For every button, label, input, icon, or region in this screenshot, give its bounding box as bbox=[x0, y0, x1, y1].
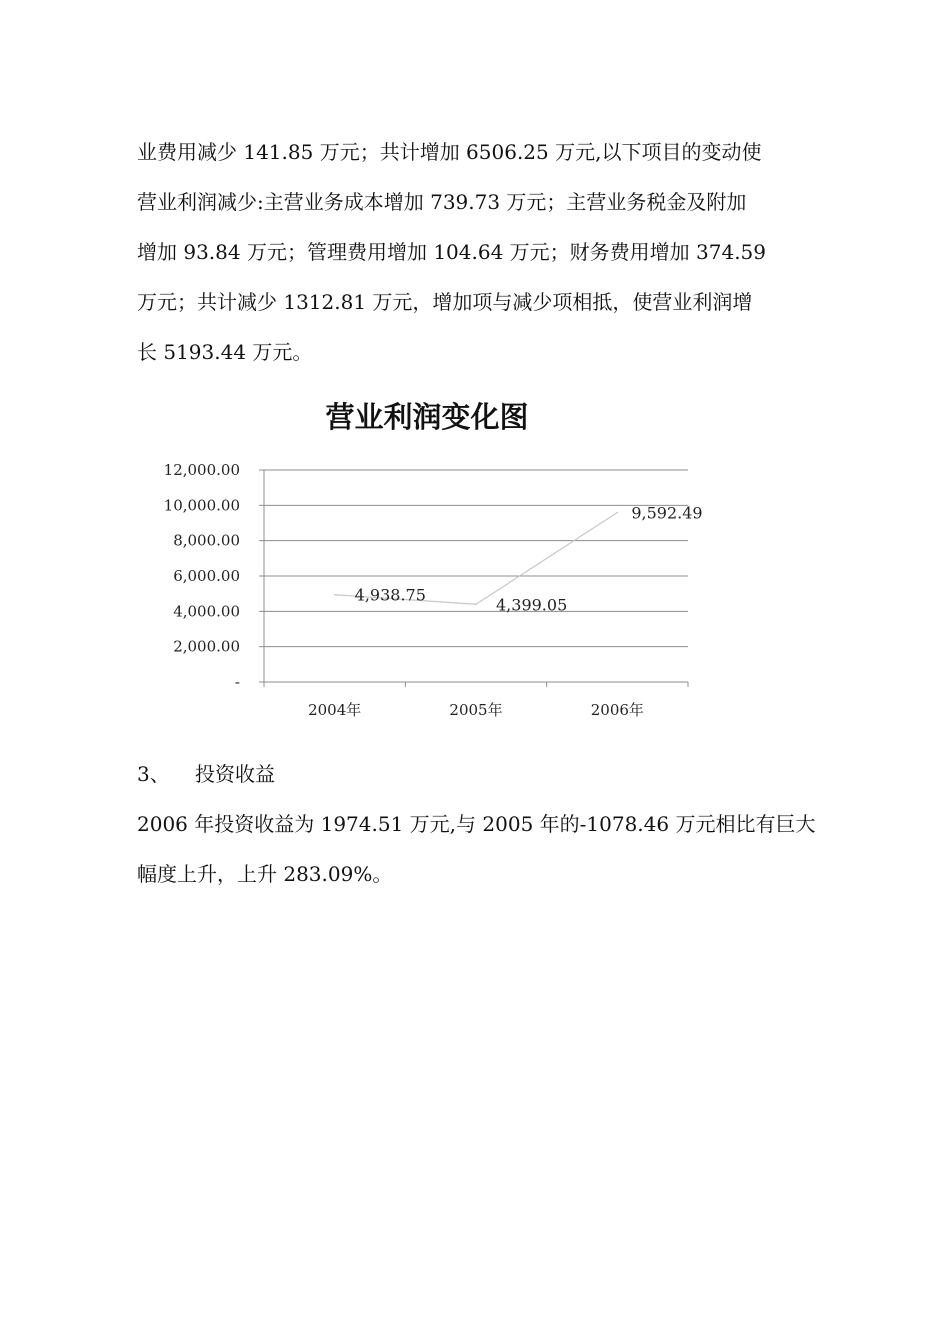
data-label: 4,399.05 bbox=[496, 595, 568, 615]
operating-profit-chart bbox=[137, 385, 817, 735]
x-tick-label: 2004年 bbox=[308, 701, 362, 719]
y-tick-label: 6,000.00 bbox=[173, 567, 240, 585]
section-heading-investment-income bbox=[137, 760, 275, 788]
paragraph-line: 2006 年投资收益为 1974.51 万元,与 2005 年的-1078.46 万元相比有巨大 bbox=[137, 812, 816, 836]
data-point bbox=[475, 603, 477, 605]
y-tick-label: - bbox=[234, 673, 240, 691]
y-tick-label: 2,000.00 bbox=[173, 637, 240, 656]
paragraph-line: 幅度上升，上升 283.09%。 bbox=[137, 862, 393, 886]
data-label: 4,938.75 bbox=[354, 585, 426, 605]
y-tick-label: 12,000.00 bbox=[163, 461, 240, 479]
y-tick-label: 4,000.00 bbox=[173, 602, 240, 621]
x-tick-label: 2006年 bbox=[590, 701, 644, 719]
paragraph-line: 营业利润减少:主营业务成本增加 739.73 万元；主营业务税金及附加 bbox=[137, 190, 747, 214]
paragraph-line: 业费用减少 141.85 万元；共计增加 6506.25 万元,以下项目的变动使 bbox=[137, 140, 762, 164]
y-tick-label: 10,000.00 bbox=[163, 496, 240, 515]
paragraph-line: 增加 93.84 万元；管理费用增加 104.64 万元；财务费用增加 374.59 bbox=[137, 240, 767, 264]
chart-plot bbox=[137, 385, 817, 735]
data-point bbox=[334, 594, 336, 596]
section-title: 投资收益 bbox=[195, 762, 275, 786]
y-tick-label: 8,000.00 bbox=[173, 531, 240, 550]
paragraph-line: 长 5193.44 万元。 bbox=[137, 340, 313, 364]
data-point bbox=[617, 512, 619, 514]
data-label: 9,592.49 bbox=[631, 503, 703, 523]
chart-title: 营业利润变化图 bbox=[325, 400, 529, 434]
paragraph-line: 万元；共计减少 1312.81 万元，增加项与减少项相抵，使营业利润增 bbox=[137, 290, 753, 314]
x-tick-label: 2005年 bbox=[449, 701, 503, 719]
section-number: 3、 bbox=[137, 762, 170, 786]
